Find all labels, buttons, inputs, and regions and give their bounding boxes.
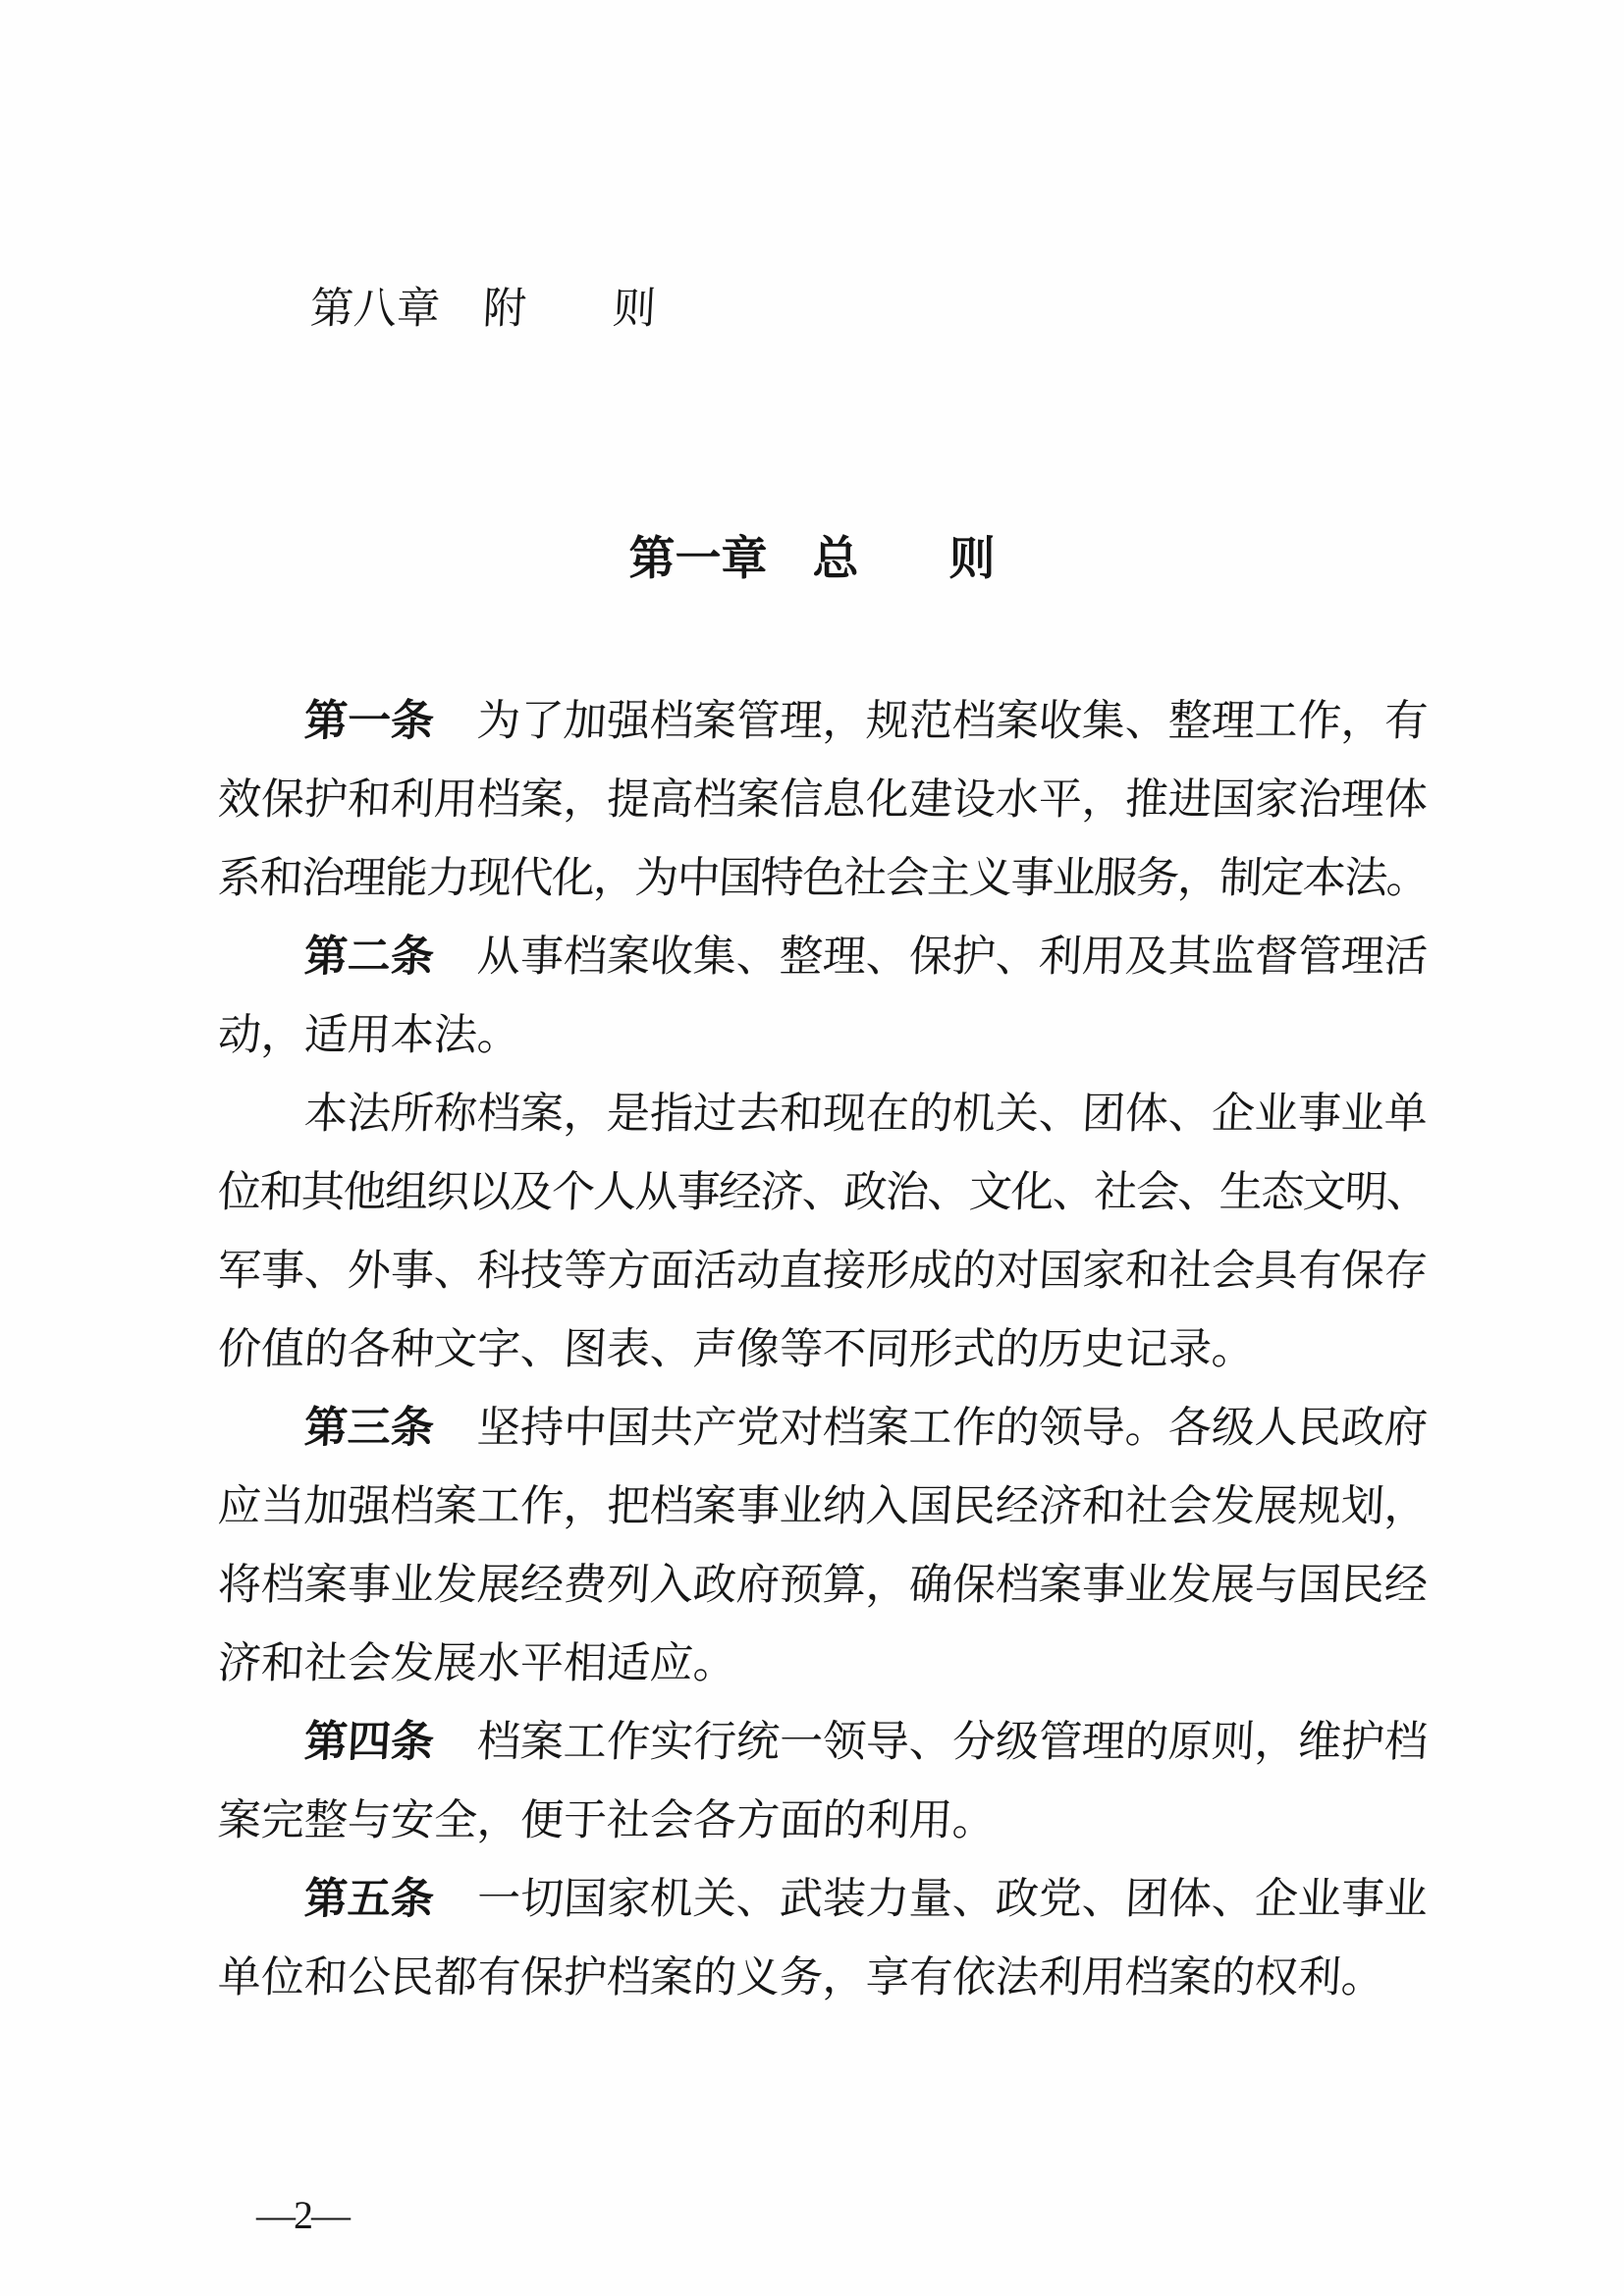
body-line-article-2 xyxy=(216,918,1430,996)
body-line-article-5 xyxy=(216,1860,1430,1939)
article-text: 一切国家机关、武装力量、政党、团体、企业事业 xyxy=(475,1875,1430,1923)
body-line-article-3 xyxy=(216,1389,1430,1468)
body-line: 本法所称档案，是指过去和现在的机关、团体、企业事业单 xyxy=(302,1090,1430,1138)
body-line: 应当加强档案工作，把档案事业纳入国民经济和社会发展规划， xyxy=(216,1482,1430,1530)
article-text: 为了加强档案管理，规范档案收集、整理工作，有 xyxy=(475,697,1430,745)
chapter-title-word-2: 则 xyxy=(948,532,996,584)
body-line: 系和治理能力现代化，为中国特色社会主义事业服务，制定本法。 xyxy=(216,854,1430,902)
body-line: 价值的各种文字、图表、声像等不同形式的历史记录。 xyxy=(216,1325,1257,1373)
article-number: 第一条 xyxy=(302,697,436,745)
body-line: 案完整与安全，便于社会各方面的利用。 xyxy=(216,1796,998,1844)
chapter-title-number: 第一章 xyxy=(628,532,768,584)
body-line-article-1 xyxy=(216,682,1430,761)
toc-word-1: 附 xyxy=(481,285,528,333)
body-line-article-4 xyxy=(216,1703,1430,1782)
body-line: 将档案事业发展经费列入政府预算，确保档案事业发展与国民经 xyxy=(216,1561,1430,1609)
body-line: 济和社会发展水平相适应。 xyxy=(216,1639,738,1687)
article-number: 第四条 xyxy=(302,1718,436,1766)
toc-word-2: 则 xyxy=(611,285,658,333)
body-text xyxy=(218,682,1428,2017)
article-number: 第二条 xyxy=(302,933,436,981)
article-number: 第五条 xyxy=(302,1875,436,1923)
body-line: 动，适用本法。 xyxy=(216,1011,522,1059)
chapter-title xyxy=(0,531,1624,586)
body-line: 军事、外事、科技等方面活动直接形成的对国家和社会具有保存 xyxy=(216,1247,1430,1295)
toc-line xyxy=(309,285,658,334)
chapter-title-word-1: 总 xyxy=(812,532,859,584)
body-line: 单位和公民都有保护档案的义务，享有依法利用档案的权利。 xyxy=(216,1953,1386,2002)
page-number: —2— xyxy=(256,2193,349,2237)
toc-chapter-number: 第八章 xyxy=(308,285,442,333)
article-text: 档案工作实行统一领导、分级管理的原则，维护档 xyxy=(475,1718,1430,1766)
article-text: 坚持中国共产党对档案工作的领导。各级人民政府 xyxy=(475,1404,1430,1452)
body-line: 效保护和利用档案，提高档案信息化建设水平，推进国家治理体 xyxy=(216,775,1430,824)
article-text: 从事档案收集、整理、保护、利用及其监督管理活 xyxy=(475,933,1430,981)
body-line: 位和其他组织以及个人从事经济、政治、文化、社会、生态文明、 xyxy=(216,1168,1430,1216)
article-number: 第三条 xyxy=(302,1404,436,1452)
